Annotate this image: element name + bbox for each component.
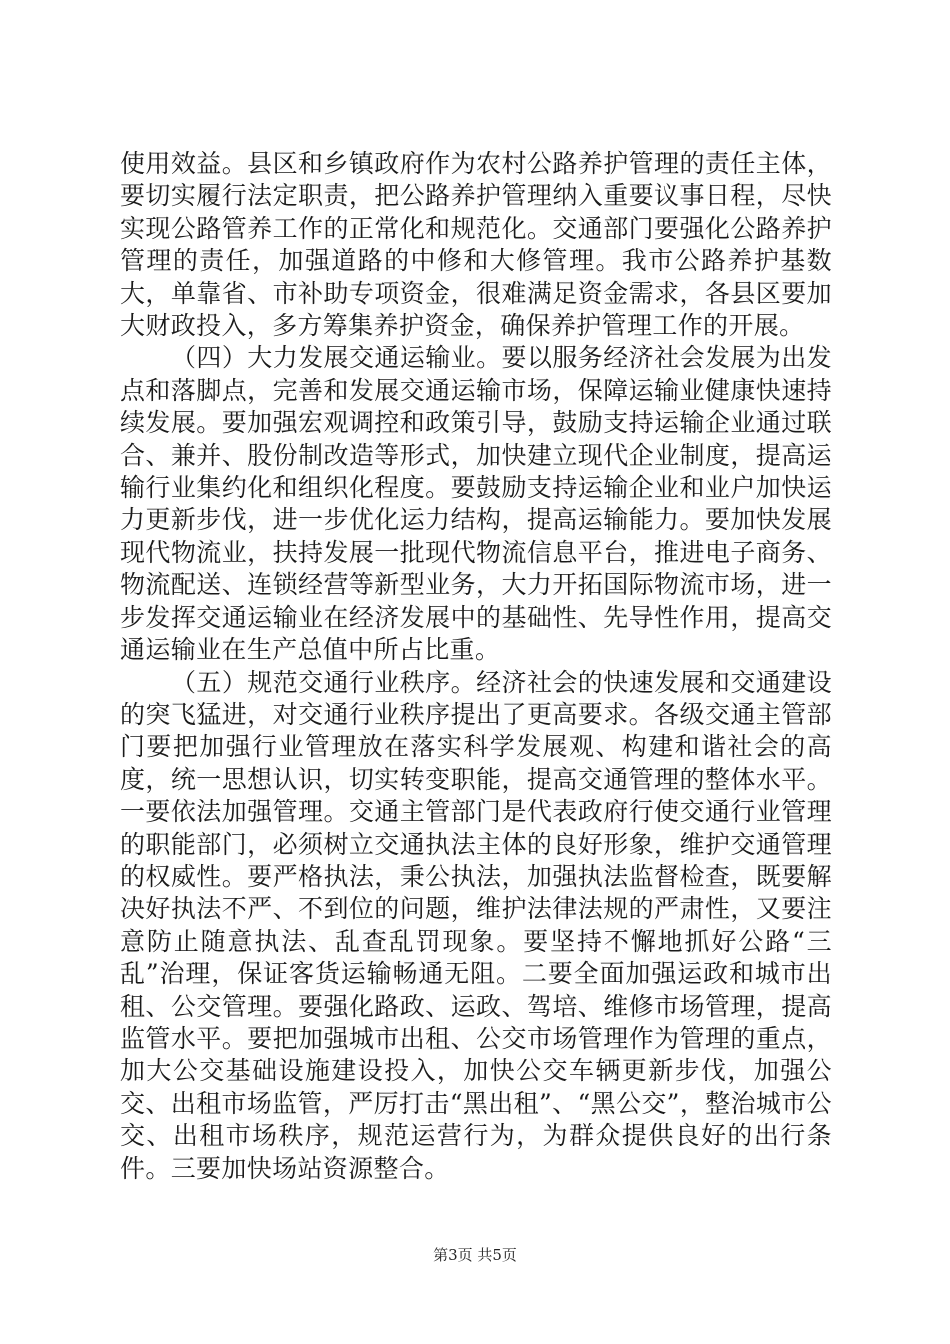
paragraph-2: （四）大力发展交通运输业。要以服务经济社会发展为出发点和落脚点，完善和发展交通运输市场，保障运输业健康快速持续发展。要加强宏观调控和政策引导，鼓励支持运输企业通过联合、兼并、股份制改造等形式，加快建立现代企业制度，提高运输行业集约化和组织化程度。要鼓励支持运输企业和业户加快运力更新步伐，进一步优化运力结构，提高运输能力。要加快发展现代物流业，扶持发展一批现代物流信息平台，推进电子商务、物流配送、连锁经营等新型业务，大力开拓国际物流市场，进一步发挥交通运输业在经济发展中的基础性、先导性作用，提高交通运输业在生产总值中所占比重。 <box>120 343 832 665</box>
document-body <box>120 148 832 1185</box>
page-number: 第3页 共5页 <box>433 1246 517 1264</box>
paragraph-1: 使用效益。县区和乡镇政府作为农村公路养护管理的责任主体，要切实履行法定职责，把公路养护管理纳入重要议事日程，尽快实现公路管养工作的正常化和规范化。交通部门要强化公路养护管理的责任，加强道路的中修和大修管理。我市公路养护基数大，单靠省、市补助专项资金，很难满足资金需求，各县区要加大财政投入，多方筹集养护资金，确保养护管理工作的开展。 <box>120 149 832 341</box>
paragraph-3: （五）规范交通行业秩序。经济社会的快速发展和交通建设的突飞猛进，对交通行业秩序提出了更高要求。各级交通主管部门要把加强行业管理放在落实科学发展观、构建和谐社会的高度，统一思想认识，切实转变职能，提高交通管理的整体水平。一要依法加强管理。交通主管部门是代表政府行使交通行业管理的职能部门，必须树立交通执法主体的良好形象，维护交通管理的权威性。要严格执法，秉公执法，加强执法监督检查，既要解决好执法不严、不到位的问题，维护法律法规的严肃性，又要注意防止随意执法、乱查乱罚现象。要坚持不懈地抓好公路“三乱”治理，保证客货运输畅通无阻。二要全面加强运政和城市出租、公交管理。要强化路政、运政、驾培、维修市场管理，提高监管水平。要把加强城市出租、公交市场管理作为管理的重点，加大公交基础设施建设投入，加快公交车辆更新步伐，加强公交、出租市场监管，严厉打击“黑出租”、“黑公交”，整治城市公交、出租市场秩序，规范运营行为，为群众提供良好的出行条件。三要加快场站资源整合。 <box>120 667 832 1183</box>
